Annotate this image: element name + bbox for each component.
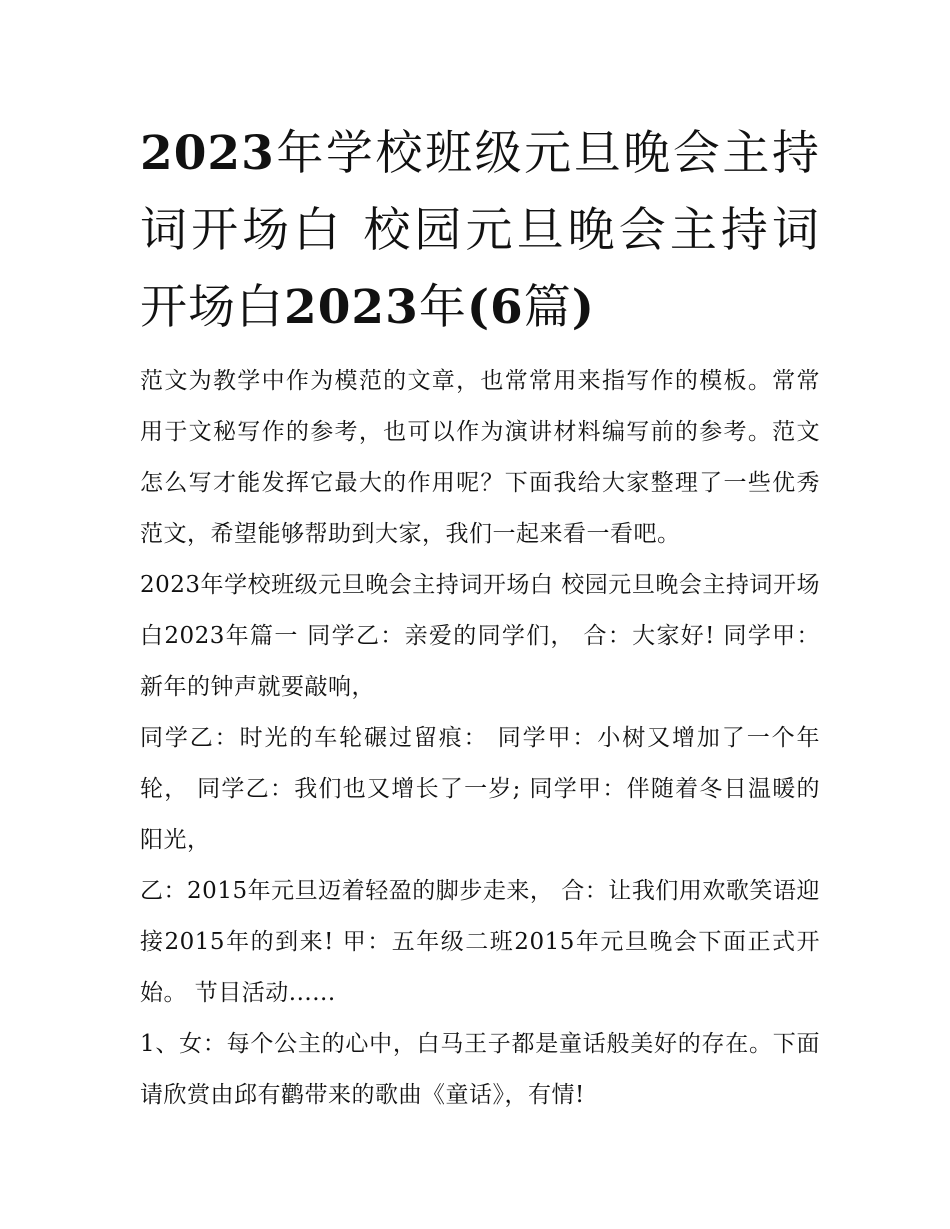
- document-title: 2023年学校班级元旦晚会主持词开场白 校园元旦晚会主持词开场白2023年(6篇): [140, 126, 820, 335]
- paragraph-dialogue-1: 同学乙：时光的车轮碾过留痕： 同学甲：小树又增加了一个年轮， 同学乙：我们也又增长了一岁; 同学甲：伴随着冬日温暖的阳光，: [140, 725, 820, 853]
- paragraph-dialogue-2: 乙：2015年元旦迈着轻盈的脚步走来， 合：让我们用欢歌笑语迎接2015年的到来! 甲：五年级二班2015年元旦晚会下面正式开始。 节目活动......: [140, 878, 820, 1006]
- paragraph-opening: 2023年学校班级元旦晚会主持词开场白 校园元旦晚会主持词开场白2023年篇一 同学乙：亲爱的同学们， 合：大家好! 同学甲：新年的钟声就要敲响，: [140, 572, 820, 700]
- paragraph-program-1: 1、女：每个公主的心中，白马王子都是童话般美好的存在。下面请欣赏由邱有鹳带来的歌曲《童话》，有情!: [140, 1031, 820, 1108]
- document-content: [140, 115, 820, 1121]
- paragraph-intro: 范文为教学中作为模范的文章，也常常用来指写作的模板。常常用于文秘写作的参考，也可以作为演讲材料编写前的参考。范文怎么写才能发挥它最大的作用呢？下面我给大家整理了一些优秀范文，希望能够帮助到大家，我们一起来看一看吧。: [140, 368, 820, 547]
